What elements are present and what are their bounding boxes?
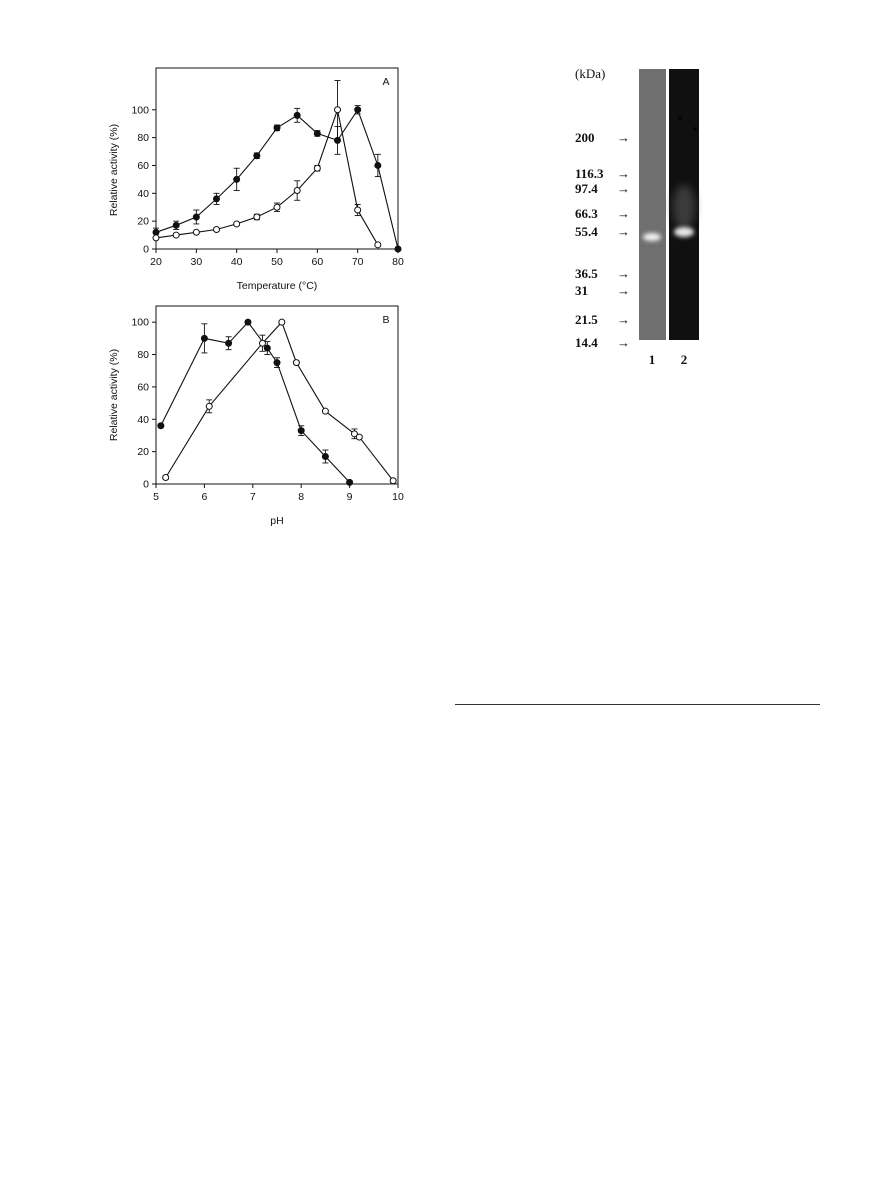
x-tick-label: 10 [392, 491, 404, 503]
data-point-filled [274, 125, 280, 131]
series-line-open [166, 322, 394, 481]
gel-marker-arrow: → [617, 206, 630, 221]
x-tick-label: 5 [153, 491, 159, 503]
data-point-filled [355, 107, 361, 113]
x-tick-label: 8 [298, 491, 305, 503]
data-point-filled [395, 246, 401, 252]
gel-marker-label: 14.4 [575, 335, 598, 350]
data-point-open [335, 107, 341, 113]
chart-a-ylabel: Relative activity (%) [108, 123, 120, 217]
gel-lane-label-1: 1 [648, 352, 656, 367]
y-tick-label: 80 [137, 349, 149, 362]
y-tick-label: 0 [143, 243, 149, 256]
data-point-open [173, 232, 179, 238]
y-tick-label: 40 [137, 187, 149, 200]
data-point-filled [314, 130, 320, 136]
gel-marker-arrow: → [617, 181, 630, 196]
data-point-filled [158, 423, 164, 429]
x-tick-label: 7 [249, 491, 256, 503]
data-point-filled [226, 340, 232, 346]
data-point-open [279, 319, 285, 325]
x-tick-label: 6 [201, 491, 208, 503]
data-point-open [254, 214, 260, 220]
gel-marker-arrow: → [617, 283, 630, 298]
data-point-open [355, 207, 361, 213]
chart-a-frame [156, 68, 398, 249]
zymogram-gel [575, 66, 699, 367]
data-point-filled [234, 176, 240, 182]
gel-marker-label: 36.5 [575, 266, 598, 281]
data-point-open [153, 235, 159, 241]
gel-marker-label: 31 [575, 283, 588, 298]
y-tick-label: 60 [137, 159, 149, 172]
data-point-filled [245, 319, 251, 325]
gel-lane-2-band [674, 227, 694, 237]
gel-spot [678, 116, 682, 120]
data-point-open [314, 165, 320, 171]
y-tick-label: 100 [131, 104, 149, 117]
x-tick-label: 20 [150, 256, 162, 268]
x-tick-label: 9 [346, 491, 353, 503]
gel-marker-label: 116.3 [575, 166, 604, 181]
gel-marker-label: 21.5 [575, 312, 598, 327]
x-tick-label: 70 [351, 256, 364, 268]
data-point-filled [201, 335, 207, 341]
chart-a-ticks [131, 104, 404, 268]
chart-a-xlabel: Temperature (°C) [236, 280, 318, 292]
gel-marker-label: 66.3 [575, 206, 598, 221]
data-point-open [294, 188, 300, 194]
gel-lane-label-2: 2 [680, 352, 688, 367]
data-point-open [375, 242, 381, 248]
gel-marker-label: 55.4 [575, 224, 598, 239]
data-point-filled [173, 222, 179, 228]
x-tick-label: 40 [230, 256, 243, 268]
y-tick-label: 60 [137, 381, 149, 394]
data-point-open [163, 475, 169, 481]
data-point-filled [254, 153, 260, 159]
data-point-filled [274, 360, 280, 366]
data-point-open [322, 408, 328, 414]
data-point-open [206, 403, 212, 409]
x-tick-label: 80 [392, 256, 404, 268]
chart-b-ylabel: Relative activity (%) [108, 348, 120, 442]
y-tick-label: 40 [137, 413, 149, 426]
gel-marker-arrow: → [617, 266, 630, 281]
data-point-filled [375, 162, 381, 168]
gel-marker-arrow: → [617, 335, 630, 350]
gel-marker-labels [575, 130, 630, 350]
chart-b-series [158, 319, 396, 485]
y-tick-label: 20 [137, 446, 149, 459]
data-point-open [193, 229, 199, 235]
y-tick-label: 80 [137, 132, 149, 145]
data-point-filled [264, 345, 270, 351]
data-point-filled [298, 428, 304, 434]
gel-spot [693, 127, 697, 131]
x-tick-label: 30 [190, 256, 203, 268]
data-point-filled [214, 196, 220, 202]
data-point-open [356, 434, 362, 440]
temperature-activity-chart [108, 68, 404, 292]
gel-lane-2-smear [673, 185, 695, 229]
y-tick-label: 20 [137, 215, 149, 228]
gel-marker-arrow: → [617, 312, 630, 327]
data-point-open [259, 340, 265, 346]
ph-activity-chart [108, 306, 404, 527]
data-point-open [234, 221, 240, 227]
data-point-filled [193, 214, 199, 220]
gel-marker-label: 200 [575, 130, 595, 145]
x-tick-label: 60 [311, 256, 324, 268]
x-tick-label: 50 [271, 256, 283, 268]
chart-b-panel-label: B [382, 314, 390, 326]
series-line-filled [161, 322, 350, 482]
y-tick-label: 0 [143, 478, 149, 491]
chart-b-xlabel: pH [270, 515, 284, 527]
data-point-filled [347, 479, 353, 485]
y-tick-label: 100 [131, 316, 149, 329]
data-point-open [390, 478, 396, 484]
gel-lane-1 [639, 69, 666, 340]
data-point-filled [294, 112, 300, 118]
data-point-filled [322, 453, 328, 459]
gel-marker-arrow: → [617, 166, 630, 181]
gel-unit-label: (kDa) [575, 66, 606, 81]
gel-marker-label: 97.4 [575, 181, 598, 196]
data-point-open [214, 227, 220, 233]
gel-lane-1-band [643, 233, 661, 241]
gel-marker-arrow: → [617, 130, 630, 145]
section-divider [455, 704, 820, 705]
data-point-open [293, 360, 299, 366]
gel-marker-arrow: → [617, 224, 630, 239]
chart-a-panel-label: A [382, 76, 390, 88]
chart-b-frame [156, 306, 398, 484]
data-point-open [274, 204, 280, 210]
chart-a-series [153, 81, 401, 252]
